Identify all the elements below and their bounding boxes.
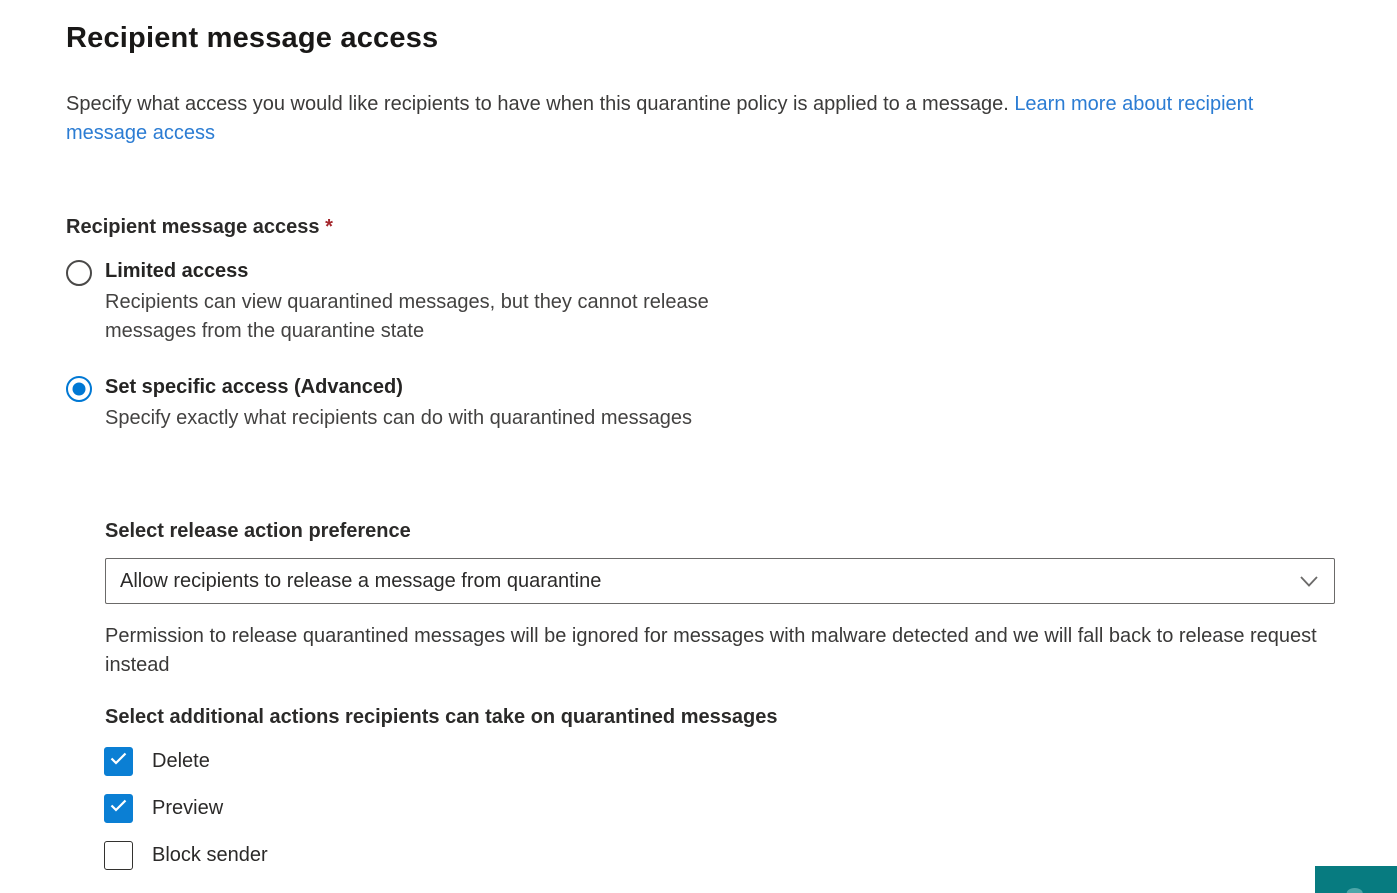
radio-label: Limited access [105, 260, 249, 282]
radio-label: Set specific access (Advanced) [105, 376, 403, 398]
additional-actions-group [104, 746, 268, 887]
checkbox-row-delete[interactable] [104, 746, 268, 776]
recipient-access-field-label: Recipient message access * [66, 216, 333, 238]
radio-description: Specify exactly what recipients can do with quarantined messages [105, 407, 692, 429]
checkbox[interactable] [104, 841, 133, 870]
additional-actions-label: Select additional actions recipients can take on quarantined messages [105, 706, 778, 728]
checkbox[interactable] [104, 794, 133, 823]
checkbox-row-block-sender[interactable] [104, 840, 268, 870]
learn-more-link[interactable]: Learn more about recipient message access [66, 93, 1254, 144]
release-helper-text: Permission to release quarantined messages will be ignored for messages with malware detected and we will fall back to release request instead [105, 625, 1317, 676]
release-preference-dropdown[interactable] [105, 558, 1335, 604]
radio-button[interactable] [66, 376, 92, 402]
checkmark-icon [110, 799, 127, 817]
chevron-down-icon [1300, 576, 1318, 587]
feedback-icon [1347, 888, 1363, 893]
radio-option-limited-access[interactable] [66, 258, 770, 346]
radio-button[interactable] [66, 260, 92, 286]
checkmark-icon [110, 752, 127, 770]
radio-option-set-specific-access[interactable] [66, 374, 692, 433]
checkbox-label: Block sender [152, 843, 268, 866]
checkbox[interactable] [104, 747, 133, 776]
radio-description: Recipients can view quarantined messages, but they cannot release messages from the quarantine state [105, 291, 709, 342]
release-preference-label: Select release action preference [105, 520, 411, 542]
checkbox-label: Delete [152, 749, 210, 772]
checkbox-row-preview[interactable] [104, 793, 268, 823]
feedback-button[interactable] [1315, 866, 1397, 893]
page-title: Recipient message access [66, 22, 439, 54]
dropdown-selected-value: Allow recipients to release a message from quarantine [120, 569, 602, 592]
radio-dot [73, 383, 86, 396]
required-asterisk: * [325, 216, 333, 238]
intro-paragraph [66, 90, 1338, 148]
checkbox-label: Preview [152, 796, 224, 819]
intro-text: Specify what access you would like recipients to have when this quarantine policy is applied to a message. [66, 93, 1015, 115]
